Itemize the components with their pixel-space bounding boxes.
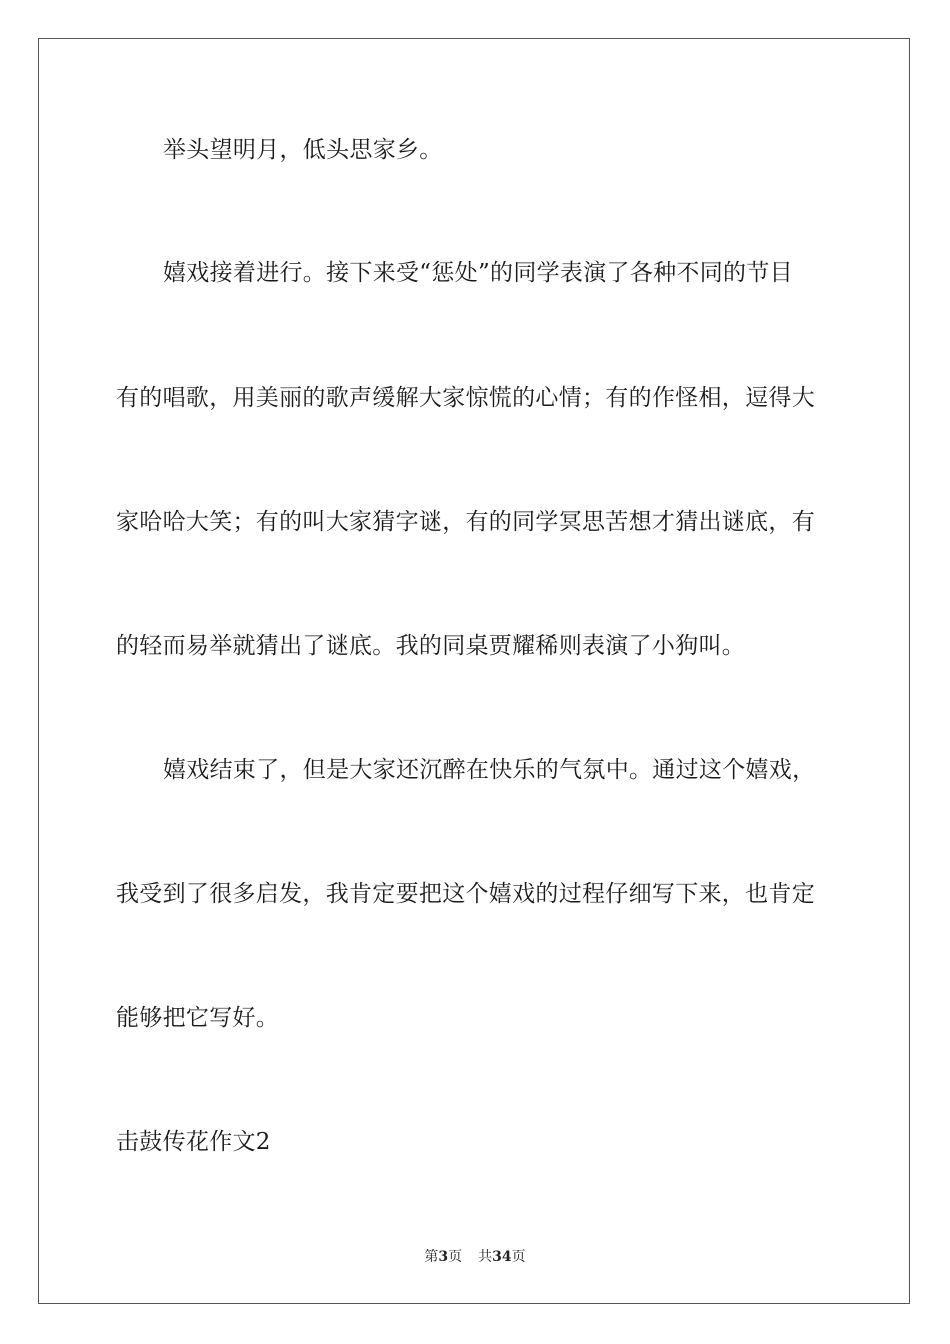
text-line: 嬉戏结束了，但是大家还沉醉在快乐的气氛中。通过这个嬉戏， (163, 757, 816, 783)
page-border (38, 38, 910, 1304)
text-line: 能够把它写好。 (116, 1005, 280, 1031)
text-line: 家哈哈大笑；有的叫大家猜字谜，有的同学冥思苦想才猜出谜底，有 (116, 509, 815, 535)
text-line: 有的唱歌，用美丽的歌声缓解大家惊慌的心情；有的作怪相，逗得大 (116, 385, 815, 411)
text-line: 嬉戏接着进行。接下来受“惩处”的同学表演了各种不同的节目 (163, 260, 793, 286)
page-footer (0, 1248, 950, 1266)
total-prefix: 共 (478, 1249, 493, 1265)
page-number: 3 (438, 1249, 449, 1265)
page-prefix: 第 (424, 1249, 439, 1265)
text-line: 的轻而易举就猜出了谜底。我的同桌贾耀稀则表演了小狗叫。 (116, 633, 746, 659)
section-heading: 击鼓传花作文2 (116, 1129, 271, 1155)
page-suffix: 页 (448, 1249, 463, 1265)
text-line: 我受到了很多启发，我肯定要把这个嬉戏的过程仔细写下来，也肯定 (116, 881, 815, 907)
total-suffix: 页 (511, 1249, 526, 1265)
text-line: 举头望明月，低头思家乡。 (163, 137, 443, 163)
total-pages: 34 (492, 1249, 512, 1265)
